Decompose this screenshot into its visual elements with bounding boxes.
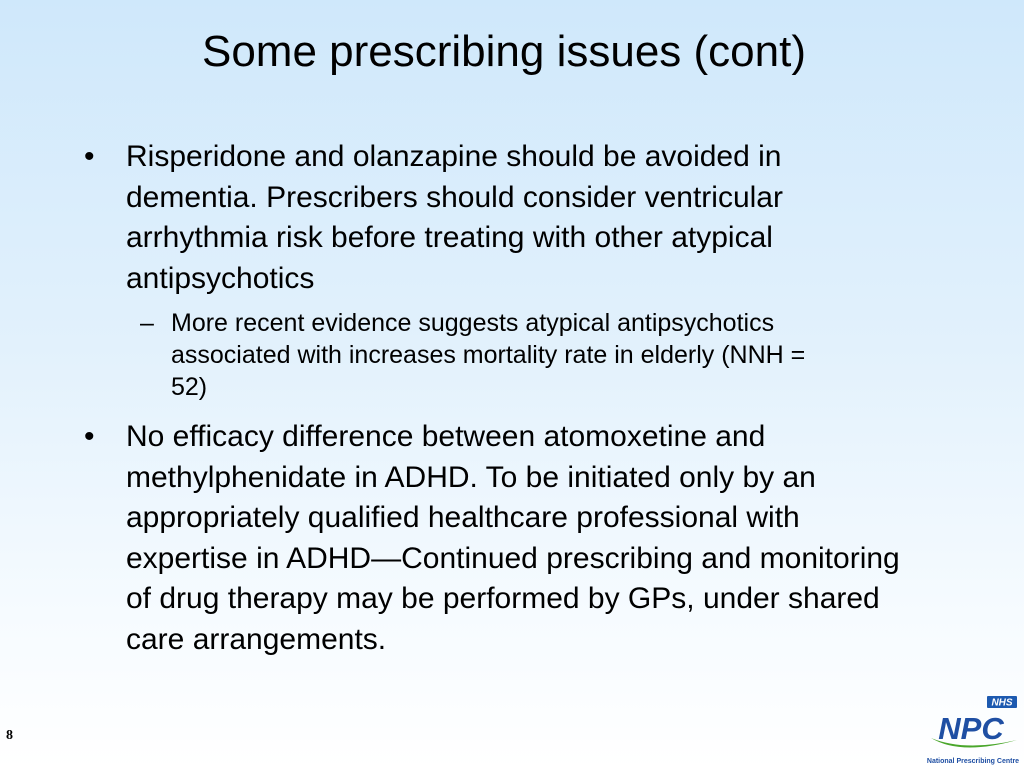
bullet-item bbox=[84, 137, 914, 299]
bullet-item bbox=[84, 417, 914, 660]
npc-logo-text: NPC bbox=[938, 711, 1004, 746]
sub-bullet-item bbox=[84, 307, 831, 403]
bullet-marker: • bbox=[84, 140, 95, 173]
slide-content bbox=[84, 137, 914, 660]
slide-number: 8 bbox=[6, 728, 13, 743]
npc-logo-caption: National Prescribing Centre bbox=[926, 758, 1020, 765]
bullet-text: No efficacy difference between atomoxetine and methylphenidate in ADHD. To be initiated only by an appropriately qualified healthcare professional with expertise in ADHD—Continued prescribing and monitoring of drug therapy may be performed by GPs, under shared care arrangements. bbox=[126, 420, 900, 656]
sub-bullet-text: More recent evidence suggests atypical antipsychotics associated with increases mortality rate in elderly (NNH = 52) bbox=[171, 309, 806, 401]
nhs-badge-text: NHS bbox=[991, 697, 1013, 709]
npc-logo bbox=[925, 694, 1021, 766]
bullet-marker: • bbox=[84, 420, 95, 453]
bullet-text: Risperidone and olanzapine should be avoided in dementia. Prescribers should consider ventricular arrhythmia risk before treating with other atypical antipsychotics bbox=[126, 140, 783, 295]
slide-title: Some prescribing issues (cont) bbox=[201, 27, 806, 76]
sub-bullet-marker: – bbox=[140, 309, 154, 337]
